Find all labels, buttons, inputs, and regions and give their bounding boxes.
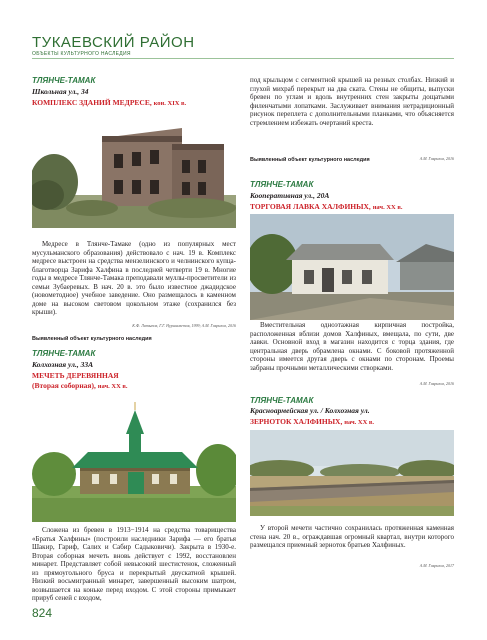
wall-photo (250, 430, 454, 516)
entry2-credit: А.М. Гаврилов, 2016 (419, 156, 454, 161)
entry2-object-line1: МЕЧЕТЬ ДЕРЕВЯННАЯ (32, 371, 119, 380)
entry4-address: Красноармейская ул. / Колхозная ул. (250, 406, 370, 415)
entry4-object (250, 417, 374, 426)
entry2-continuation-text: под крыльцом с сегментной крышей на резных столбах. Низкий и глухой михраб перекрыт на два ската. Стены не общиты, выпуски бревен по углам и вдоль внутренних стен закрыты дощатыми филенчатыми лопатками. Заслуживает внимания нетрадиционный рисунок переплета с дополнительными планками, что объясняется стремлением избежать очертаний креста. (250, 76, 454, 127)
header-divider (32, 58, 454, 59)
entry1-credit: К.Ф. Латыпов, Г.Г. Нуриахметов, 1999; А.М. Гаврилов, 2016 (132, 323, 236, 328)
region-title: ТУКАЕВСКИЙ РАЙОН (32, 34, 195, 51)
entry4-object-name: ЗЕРНОТОК ХАЛФИНЫХ, (250, 417, 343, 426)
entry3-place: ТЛЯНЧЕ-ТАМАК (250, 180, 314, 189)
mosque-photo (32, 394, 236, 522)
entry3-text: Вместительная одноэтажная кирпичная постройка, расположенная вблизи домов Халфиных, вмещала, по сути, две лавки. Основной вход в магазин находится с торца здания, где центральная дверь обрамлена окнами. С боковой протяженной стороны имеется другая дверь с окнами по сторонам. Проемы забраны прочными металлическими створками. (250, 321, 454, 372)
entry2-text: Сложена из бревен в 1913−1914 на средства товарищества «Братья Халфины» (построили наследники Зарифа — его братья Шакир, Гариф, Салих и Сабир Садыковичи). Закрыта в 1930-е. Вторая соборная мечеть вновь действует с 1992, восстановлен минарет. Представляет собой невысокий шестистенок, сложенный из прямоугольного бруса и перекрытый двускатной крышей. Низкий восьмигранный минарет, завершенный высоким шатром, возвышается на коньке перед входом. С этой стороны примыкает прируб сеней с входом, (32, 526, 236, 603)
entry2-place: ТЛЯНЧЕ-ТАМАК (32, 349, 96, 358)
entry2-address: Колхозная ул., 33А (32, 360, 94, 369)
entry2-cult-label: Выявленный объект культурного наследия (32, 336, 152, 342)
entry4-place: ТЛЯНЧЕ-ТАМАК (250, 396, 314, 405)
entry2-object-date: нач. XX в. (97, 383, 128, 390)
entry2-object-name: (Вторая соборная), (32, 381, 96, 390)
entry3-object-name: ТОРГОВАЯ ЛАВКА ХАЛФИНЫХ, (250, 202, 371, 211)
entry3-credit: А.М. Гаврилов, 2016 (419, 381, 454, 386)
entry1-object-name: КОМПЛЕКС ЗДАНИЙ МЕДРЕСЕ, (32, 98, 152, 107)
entry1-place: ТЛЯНЧЕ-ТАМАК (32, 76, 96, 85)
entry3-object-date: нач. XX в. (372, 204, 403, 211)
entry1-text: Медресе в Тлянче-Тамаке (одно из популярных мест мусульманского образования) действовало с нач. 19 в. Комплекс медресе выстроен на средства мензелинского и челнинского купца-благотворца Зарифа Халфина в последней четверти 19 в. Многие годы в медресе Тлянче-Тамака преподавали муллы-просветители из семьи Зубаеревых. В нач. 20 в. это было известное джадидское (новометодное) учебное заведение. Оно размещалось в каменном доме на высоком световом цокольном этаже (сохранился без крыши). (32, 240, 236, 317)
entry4-credit: А.М. Гаврилов, 2017 (419, 563, 454, 568)
shop-photo (250, 214, 454, 320)
entry1-object (32, 98, 186, 107)
page-number: 824 (32, 606, 53, 620)
entry1-address: Школьная ул., 34 (32, 87, 89, 96)
entry1-object-date: кон. XIX в. (153, 100, 187, 107)
madrasa-photo (32, 110, 236, 228)
entry3-address: Кооперативная ул., 20А (250, 191, 330, 200)
entry4-text: У второй мечети частично сохранилась протяженная каменная стена нач. 20 в., ограждавшая огромный квартал, внутри которого размещался приемный зерноток братьев Халфиных. (250, 524, 454, 550)
entry2-object-line2 (32, 381, 128, 390)
entry3-cult-label: Выявленный объект культурного наследия (250, 157, 370, 163)
entry4-object-date: нач. XX в. (344, 419, 375, 426)
region-subtitle: ОБЪЕКТЫ КУЛЬТУРНОГО НАСЛЕДИЯ (32, 51, 131, 57)
entry3-object (250, 202, 403, 211)
